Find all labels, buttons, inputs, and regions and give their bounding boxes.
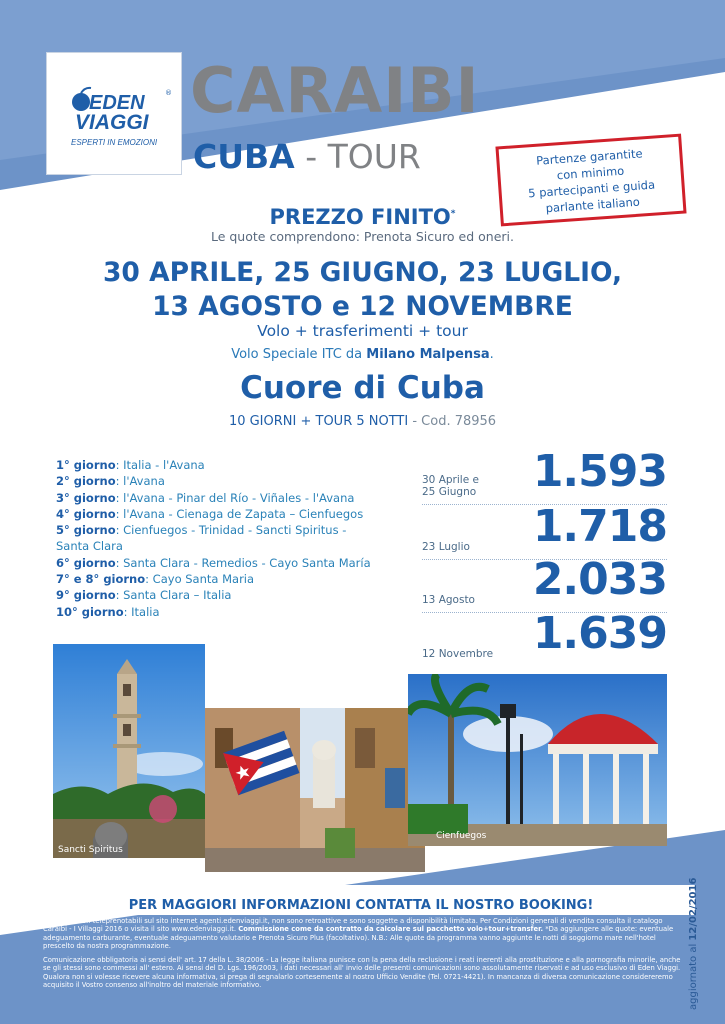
itinerary-item xyxy=(56,506,401,522)
update-prefix: aggiornato al xyxy=(688,940,699,1010)
stamp-line: con minimo xyxy=(556,163,625,183)
itinerary-item xyxy=(56,555,401,571)
itinerary-text: : l'Avana xyxy=(115,474,165,489)
price-row xyxy=(422,501,667,557)
price-row xyxy=(422,554,667,610)
photo-caption: Cienfuegos xyxy=(436,831,487,841)
photo-sancti-spiritus xyxy=(53,644,205,858)
price-info-subtitle: Le quote comprendono: Prenota Sicuro ed oneri. xyxy=(210,229,515,244)
booking-cta: PER MAGGIORI INFORMAZIONI CONTATTA IL NOSTRO BOOKING! xyxy=(128,898,594,913)
itinerary-text: : Italia - l'Avana xyxy=(115,458,205,472)
itinerary-day: 2° giorno xyxy=(56,474,116,489)
subtitle-type: - TOUR xyxy=(294,137,421,176)
price-date-label xyxy=(422,474,479,498)
itinerary-item xyxy=(56,457,401,473)
itinerary-day: 7° e 8° giorno xyxy=(56,572,146,587)
disclaimer-conditions xyxy=(43,917,681,951)
subtitle-destination: CUBA xyxy=(193,137,295,176)
itinerary-item xyxy=(56,571,401,587)
disclaimer-bold: Commissione come da contratto da calcolare sul pacchetto volo+tour+transfer. xyxy=(238,925,544,934)
logo-eden-text: EDEN xyxy=(89,92,145,114)
disclaimer-text: Le offerte non teleprenotabili sul sito internet agenti.edenviaggi.it, non sono retroattive e sono soggette a disponibilità limitata. Per Condizioni generali di vendita consulta il catalogo Caraibi - I Villaggi 2016 o visita il sito www.edenviaggi.it. xyxy=(43,917,663,934)
stamp-line: Partenze garantite xyxy=(535,146,644,168)
itinerary-text: : Cienfuegos - Trinidad - Sancti Spiritus - Santa Clara xyxy=(56,523,347,554)
flight-prefix: Volo Speciale ITC da xyxy=(231,347,367,362)
itinerary-item xyxy=(56,490,401,506)
page-subtitle xyxy=(193,137,421,176)
price-date-label: 23 Luglio xyxy=(422,541,470,553)
stamp-line: parlante italiano xyxy=(545,194,641,216)
itinerary-list xyxy=(56,457,401,620)
photo-street-flag xyxy=(205,708,425,872)
price-value: 1.593 xyxy=(532,446,667,497)
itinerary-day: 6° giorno xyxy=(56,555,116,570)
itinerary-item xyxy=(56,604,401,620)
itinerary-day: 4° giorno xyxy=(56,506,116,521)
package-description: Volo + trasferimenti + tour xyxy=(257,322,468,340)
photo-caption: Sancti Spiritus xyxy=(58,845,123,855)
stamp-line: 5 partecipanti e guida xyxy=(527,177,656,201)
tower-photo-graphic xyxy=(53,644,205,858)
itinerary-text: : l'Avana - Cienaga de Zapata – Cienfuegos xyxy=(115,506,364,521)
tour-code: - Cod. 78956 xyxy=(408,414,497,429)
itinerary-item xyxy=(56,473,401,489)
flight-airport: Milano Malpensa xyxy=(366,347,490,362)
logo-registered-mark: ® xyxy=(165,89,172,97)
itinerary-text: : Santa Clara - Remedios - Cayo Santa María xyxy=(115,555,371,570)
price-info-title xyxy=(0,205,725,229)
flight-suffix: . xyxy=(489,347,494,362)
itinerary-day: 5° giorno xyxy=(56,523,116,538)
price-row xyxy=(422,608,667,664)
price-row xyxy=(422,446,667,502)
price-date-text: 30 Aprile e 25 Giugno xyxy=(422,474,479,498)
page-title: CARAIBI xyxy=(190,54,480,127)
departure-dates-line: 30 APRILE, 25 GIUGNO, 23 LUGLIO, xyxy=(102,257,623,288)
street-photo-graphic xyxy=(205,708,425,872)
itinerary-day: 10° giorno xyxy=(56,604,124,619)
photo-cienfuegos xyxy=(408,674,667,846)
gazebo-photo-graphic xyxy=(408,674,667,846)
itinerary-day: 3° giorno xyxy=(56,490,116,505)
tour-name: Cuore di Cuba xyxy=(240,370,485,406)
disclaimer-legal: Comunicazione obbligatoria ai sensi dell' art. 17 della L. 38/2006 - La legge italiana punisce con la pena della reclusione i reati inerenti alla prostituzione e alla pornografia minorile, anche se gli stessi sono commessi all' estero. Ai sensi del D. Lgs. 196/2003, i dati necessari all' invio delle presenti comunicazioni sono assolutamente riservati e ad uso esclusivo di Eden Viaggi. Qualora non si volesse ricevere alcuna informativa, si prega di segnalarlo cortesemente al nostro Ufficio Vendite (Tel. 0721-4421). In mancanza di diversa comunicazione considereremo acquisito il Vostro consenso all'inoltro del materiale informativo. xyxy=(43,956,681,990)
flight-info xyxy=(0,347,725,362)
itinerary-text: : Santa Clara – Italia xyxy=(115,588,232,603)
price-date-label: 13 Agosto xyxy=(422,594,475,606)
update-date-value: 12/02/2016 xyxy=(688,877,699,941)
logo-viaggi-text: VIAGGI xyxy=(75,111,149,134)
price-value: 1.639 xyxy=(532,608,667,659)
departure-dates-line: 13 AGOSTO e 12 NOVEMBRE xyxy=(152,291,573,322)
itinerary-day: 1° giorno xyxy=(56,458,116,472)
tour-duration xyxy=(0,414,725,429)
logo-tagline: ESPERTI IN EMOZIONI xyxy=(71,138,158,147)
price-value: 1.718 xyxy=(532,501,667,552)
itinerary-item xyxy=(56,587,401,603)
itinerary-text: : Cayo Santa Maria xyxy=(145,572,255,587)
itinerary-text: : Italia xyxy=(123,604,160,619)
tour-duration-text: 10 GIORNI + TOUR 5 NOTTI xyxy=(228,414,409,429)
price-date-label: 12 Novembre xyxy=(422,648,494,660)
departure-dates xyxy=(0,256,725,324)
eden-viaggi-logo[interactable] xyxy=(46,52,182,175)
update-date xyxy=(688,878,699,1010)
itinerary-day: 9° giorno xyxy=(56,588,116,603)
itinerary-item xyxy=(56,522,356,555)
price-value: 2.033 xyxy=(532,554,667,605)
price-asterisk: * xyxy=(450,209,456,219)
itinerary-text: : l'Avana - Pinar del Río - Viñales - l'Avana xyxy=(115,490,355,505)
price-info-heading: PREZZO FINITO xyxy=(269,205,451,229)
logo-graphic xyxy=(47,53,181,174)
disclaimer-text: *Da aggiungere alle quote: eventuale adeguamento carburante, eventuale adeguamento valutario e Prenota Sicuro Plus (facoltativo). N.B.: Alle quote da programma vanno aggiunte le notti di soggiorno mare nell'hotel prescelto da nostra programmazione. xyxy=(43,925,674,951)
